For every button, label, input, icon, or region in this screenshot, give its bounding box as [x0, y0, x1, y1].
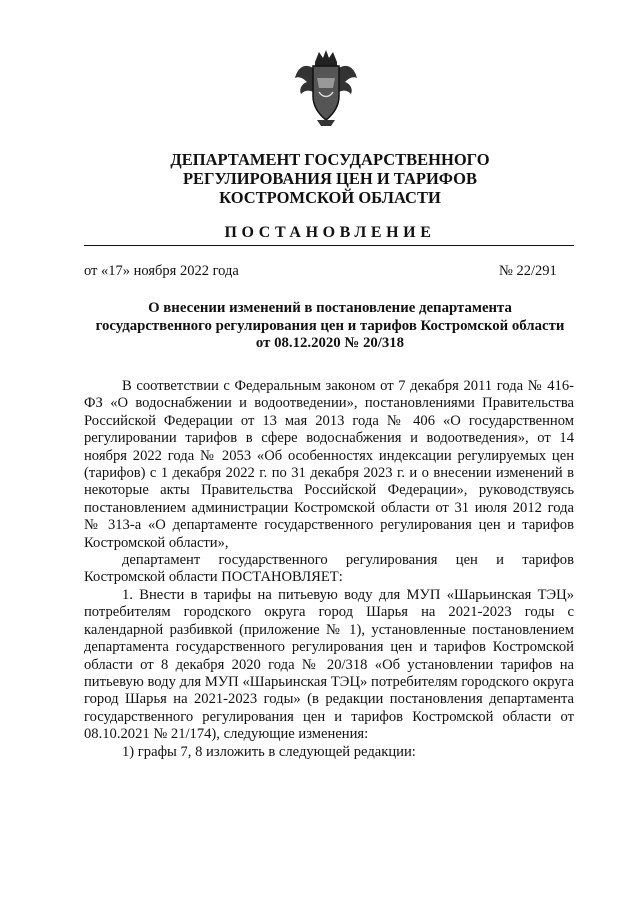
subject-line: от 08.12.2020 № 20/318 [255, 335, 405, 351]
department-line: КОСТРОМСКОЙ ОБЛАСТИ [219, 188, 441, 207]
header-divider [84, 245, 574, 246]
body-paragraph: 1. Внести в тарифы на питьевую воду для МУП «Шарьинская ТЭЦ» потребителям городского округа город Шарья на 2021-2023 годы с календарной разбивкой (приложение № 1), установленные постановлением департамента государственного регулирования цен и тарифов Костромской области от 8 декабря 2020 года № 20/318 «Об установлении тарифов на питьевую воду для МУП «Шарьинская ТЭЦ» потребителям городского округа город Шарья на 2021-2023 годы» (в редакции постановления департамента государственного регулирования цен и тарифов Костромской области от 08.10.2021 № 21/174), следующие изменения: [84, 586, 574, 743]
coat-of-arms-icon [293, 48, 359, 128]
department-line: ДЕПАРТАМЕНТ ГОСУДАРСТВЕННОГО [170, 150, 490, 169]
body-paragraph: В соответствии с Федеральным законом от 7 декабря 2011 года № 416-ФЗ «О водоснабжении и водоотведении», постановлениями Правительства Российской Федерации от 13 мая 2013 года № 406 «О государственном регулировании тарифов в сфере водоснабжения и водоотведения», от 14 ноября 2022 года № 2053 «Об особенностях индексации регулируемых цен (тарифов) с 1 декабря 2022 г. по 31 декабря 2023 г. и о внесении изменений в некоторые акты Правительства Российской Федерации», руководствуясь постановлением администрации Костромской области от 31 июля 2012 года № 313-а «О департаменте государственного регулирования цен и тарифов Костромской области», [84, 378, 574, 551]
subject-line: О внесении изменений в постановление департамента [148, 300, 512, 316]
body-paragraph: департамент государственного регулирования цен и тарифов Костромской области ПОСТАНОВЛЯЕТ: [84, 552, 574, 586]
document-body [84, 378, 574, 761]
subject-line: государственного регулирования цен и тарифов Костромской области [95, 317, 565, 334]
document-subject [80, 300, 580, 353]
document-type: ПОСТАНОВЛЕНИЕ [224, 224, 436, 241]
document-number: № 22/291 [499, 263, 557, 279]
department-name [80, 150, 580, 207]
department-line: РЕГУЛИРОВАНИЯ ЦЕН И ТАРИФОВ [182, 169, 478, 188]
body-paragraph: 1) графы 7, 8 изложить в следующей редакции: [122, 743, 416, 760]
document-date: от «17» ноября 2022 года [84, 263, 239, 279]
